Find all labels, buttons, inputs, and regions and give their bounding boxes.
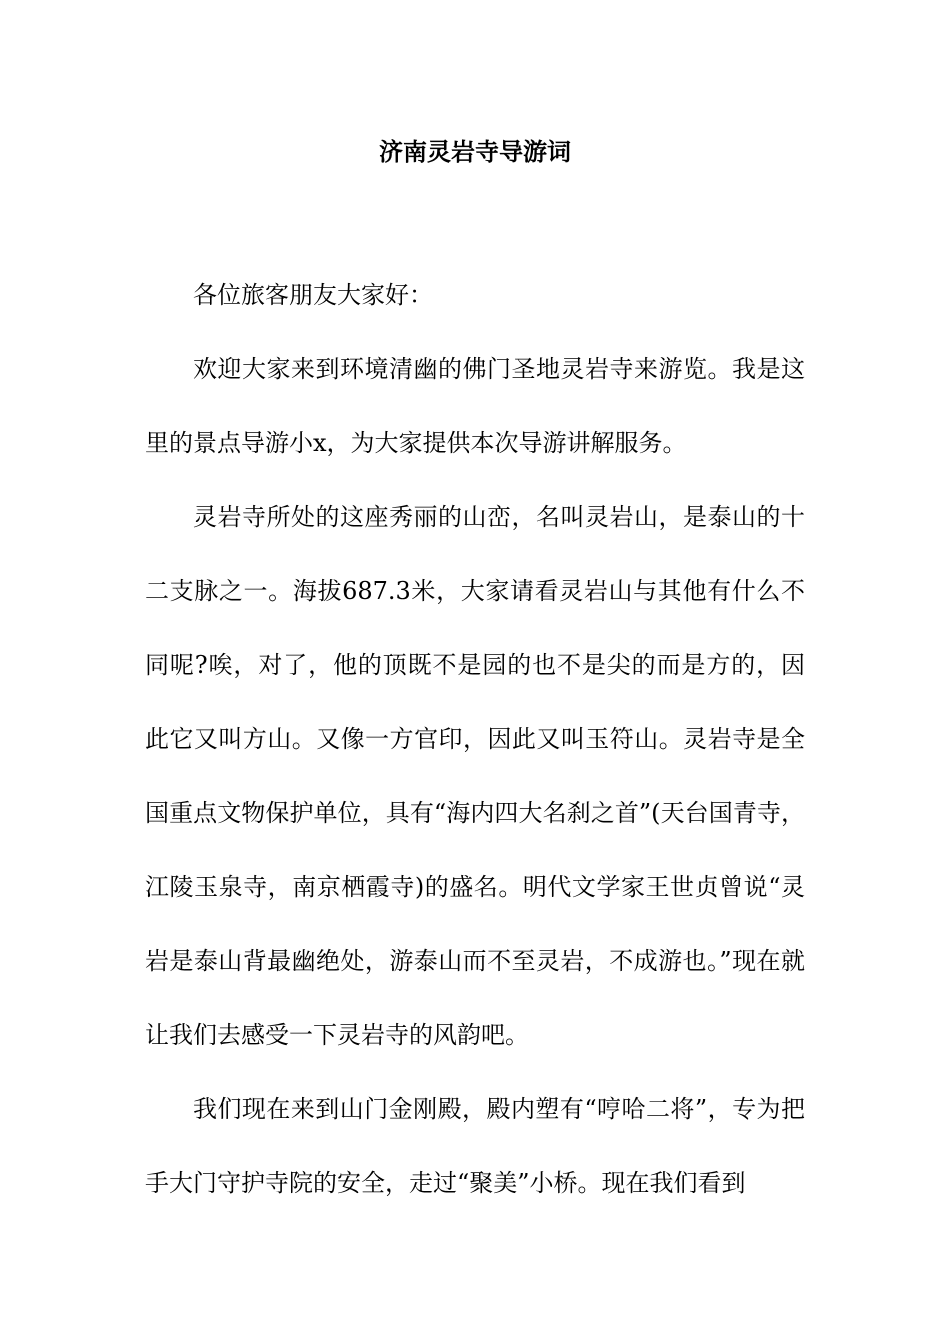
- paragraph-lingyan-mountain: 灵岩寺所处的这座秀丽的山峦，名叫灵岩山，是泰山的十二支脉之一。海拔687.3米，大家请看灵岩山与其他有什么不同呢?唉，对了，他的顶既不是园的也不是尖的而是方的，因此它又叫方山。又像一方官印，因此又叫玉符山。灵岩寺是全国重点文物保护单位，具有“海内四大名刹之首”(天台国青寺，江陵玉泉寺，南京栖霞寺)的盛名。明代文学家王世贞曾说“灵岩是泰山背最幽绝处，游泰山而不至灵岩，不成游也。”现在就让我们去感受一下灵岩寺的风韵吧。: [145, 503, 805, 1049]
- document-body: [145, 258, 805, 1220]
- paragraph-jingang-hall: 我们现在来到山门金刚殿，殿内塑有“哼哈二将”，专为把手大门守护寺院的安全，走过“聚美”小桥。现在我们看到: [145, 1095, 805, 1197]
- document-title: 济南灵岩寺导游词: [379, 137, 571, 166]
- paragraph-welcome: 欢迎大家来到环境清幽的佛门圣地灵岩寺来游览。我是这里的景点导游小x，为大家提供本次导游讲解服务。: [145, 355, 805, 457]
- paragraph-greeting: 各位旅客朋友大家好：: [193, 281, 433, 309]
